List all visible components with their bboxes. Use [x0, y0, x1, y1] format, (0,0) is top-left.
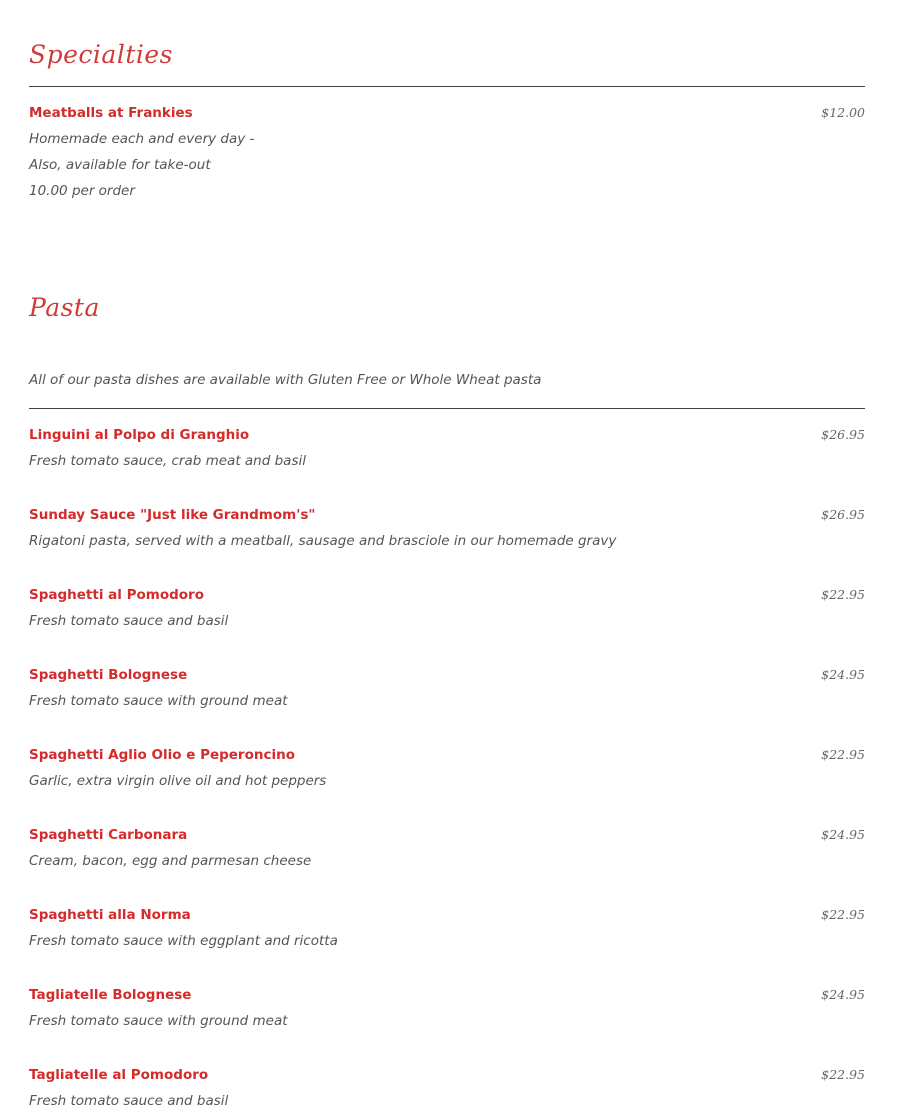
menu-item-name[interactable]: Spaghetti Bolognese [29, 667, 188, 683]
menu-item-name[interactable]: Meatballs at Frankies [29, 105, 193, 121]
menu-item-description: Rigatoni pasta, served with a meatball, sausage and brasciole in our homemade gravy [29, 533, 617, 549]
menu-item-price: $12.00 [821, 105, 865, 120]
menu-item-price: $24.95 [821, 987, 865, 1002]
menu-item [29, 426, 865, 470]
menu-item-description: Cream, bacon, egg and parmesan cheese [29, 853, 312, 869]
menu-item-price: $22.95 [821, 747, 865, 762]
menu-item-name[interactable]: Tagliatelle al Pomodoro [29, 1067, 209, 1083]
menu-item [29, 906, 865, 950]
menu-item-price: $26.95 [821, 507, 865, 522]
menu-item-name[interactable]: Linguini al Polpo di Granghio [29, 427, 250, 443]
menu-item-description: Fresh tomato sauce with ground meat [29, 693, 288, 709]
section-title-specialties: Specialties [29, 40, 173, 69]
menu-item [29, 666, 865, 710]
menu-item [29, 1066, 865, 1109]
menu-item-price: $22.95 [821, 1067, 865, 1082]
menu-item-name[interactable]: Tagliatelle Bolognese [29, 987, 192, 1003]
menu-item-description: Garlic, extra virgin olive oil and hot peppers [29, 773, 327, 789]
menu-item-description: Fresh tomato sauce with eggplant and ricotta [29, 933, 338, 949]
menu-item-name[interactable]: Spaghetti Carbonara [29, 827, 188, 843]
menu-item [29, 746, 865, 790]
menu-item-name[interactable]: Spaghetti al Pomodoro [29, 587, 204, 603]
menu-item-price: $22.95 [821, 907, 865, 922]
menu-item [29, 506, 865, 550]
menu-item-description: Fresh tomato sauce and basil [29, 1093, 229, 1109]
menu-item-name[interactable]: Spaghetti Aglio Olio e Peperoncino [29, 747, 295, 763]
menu-item-description: Fresh tomato sauce, crab meat and basil [29, 453, 306, 469]
menu-item-description: Homemade each and every day - [29, 131, 255, 147]
menu-item [29, 104, 865, 204]
menu-item [29, 826, 865, 870]
section-divider [29, 86, 865, 87]
menu-item-name[interactable]: Spaghetti alla Norma [29, 907, 191, 923]
menu-item-price: $24.95 [821, 827, 865, 842]
menu-item-description: Fresh tomato sauce with ground meat [29, 1013, 288, 1029]
menu-item-description: Also, available for take-out [29, 157, 211, 173]
section-title-pasta: Pasta [29, 293, 100, 322]
menu-item-price: $22.95 [821, 587, 865, 602]
menu-item-price: $24.95 [821, 667, 865, 682]
menu-item-description: Fresh tomato sauce and basil [29, 613, 229, 629]
section-note: All of our pasta dishes are available with Gluten Free or Whole Wheat pasta [29, 372, 542, 388]
menu-item-name[interactable]: Sunday Sauce "Just like Grandmom's" [29, 507, 316, 523]
menu-item-description: 10.00 per order [29, 183, 135, 199]
menu-item [29, 986, 865, 1030]
section-divider [29, 408, 865, 409]
menu-item-price: $26.95 [821, 427, 865, 442]
menu-item [29, 586, 865, 630]
